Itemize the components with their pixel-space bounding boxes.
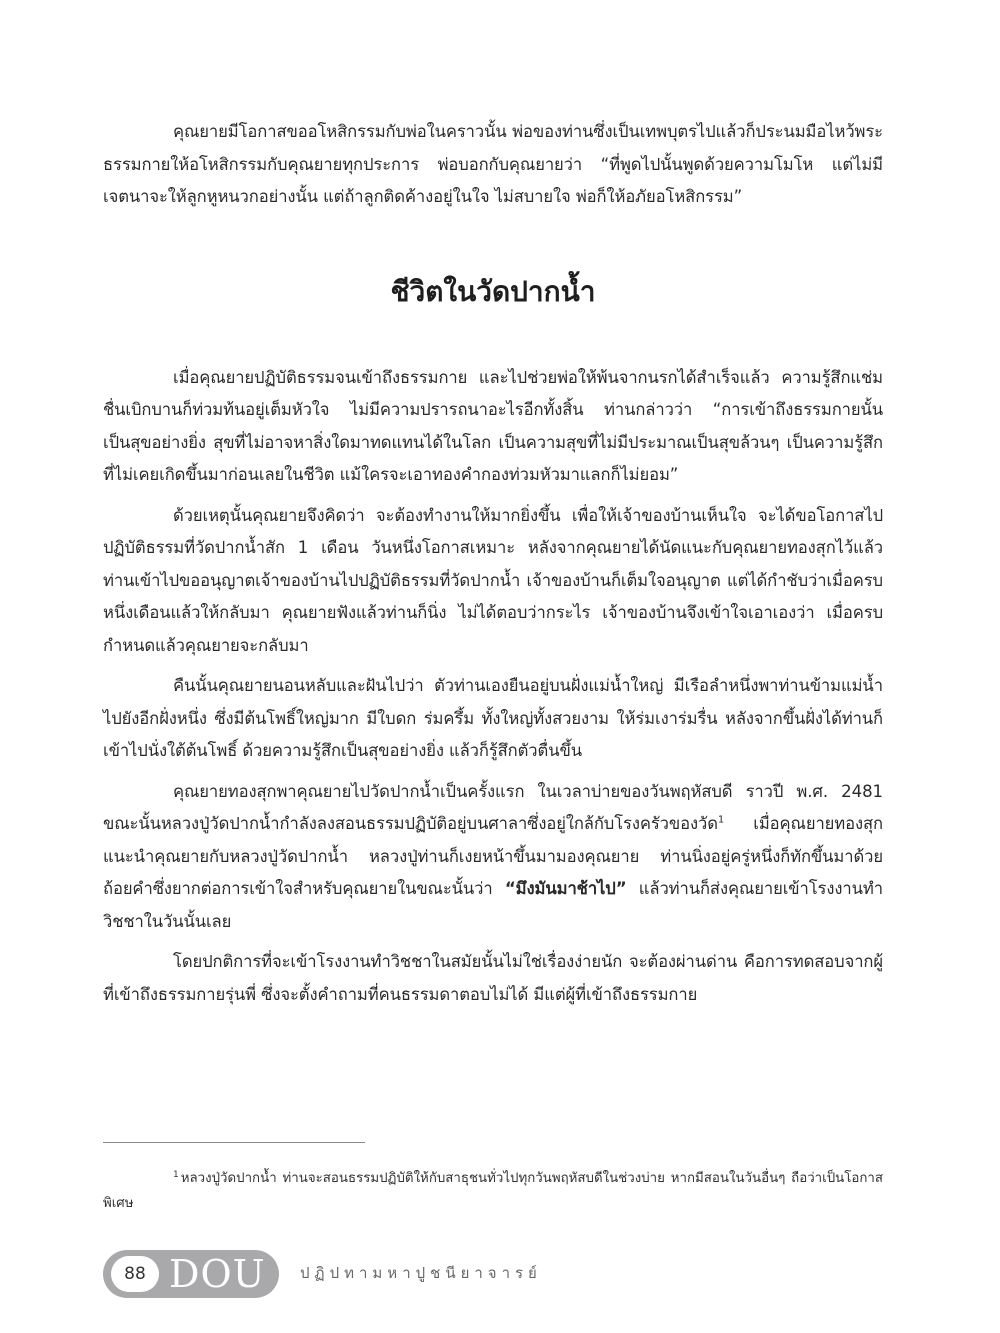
- page-number: 88: [111, 1256, 159, 1292]
- paragraph-text: เมื่อคุณยายทองสุกแนะนำคุณยายกับหลวงปู่วัดปากน้ำ หลวงปู่ท่านก็เงยหน้าขึ้นมามองคุณยาย ท่านนิ่งอยู่ครู่หนึ่งก็ทักขึ้นมาด้วยถ้อยคำซึ่งยากต่อการเข้าใจสำหรับคุณยายในขณะนั้นว่า: [103, 814, 883, 898]
- paragraph: คืนนั้นคุณยายนอนหลับและฝันไปว่า ตัวท่านเองยืนอยู่บนฝั่งแม่น้ำใหญ่ มีเรือลำหนึ่งพาท่านข้ามแม่น้ำไปยังอีกฝั่งหนึ่ง ซึ่งมีต้นโพธิ์ใหญ่มาก มีใบดก ร่มครึ้ม ทั้งใหญ่ทั้งสวยงาม ให้ร่มเงาร่มรื่น หลังจากขึ้นฝั่งได้ท่านก็เข้าไปนั่งใต้ต้นโพธิ์ ด้วยความรู้สึกเป็นสุขอย่างยิ่ง แล้วก็รู้สึกตัวตื่นขึ้น: [103, 676, 883, 760]
- page-body: [103, 116, 883, 1011]
- section-heading: ชีวิตในวัดปากน้ำ: [390, 274, 596, 308]
- brand-logo: DOU: [169, 1252, 266, 1296]
- paragraph-with-footnote: [103, 776, 883, 939]
- footnote: [103, 1166, 883, 1216]
- footnote-text: หลวงปู่วัดปากน้ำ ท่านจะสอนธรรมปฏิบัติให้กับสาธุชนทั่วไปทุกวันพฤหัสบดีในช่วงบ่าย หากมีสอนในวันอื่นๆ ถือว่าเป็นโอกาสพิเศษ: [103, 1171, 883, 1211]
- paragraph-text: คุณยายทองสุกพาคุณยายไปวัดปากน้ำเป็นครั้งแรก ในเวลาบ่ายของวันพฤหัสบดี ราวปี พ.ศ. 2481 ขณะนั้นหลวงปู่วัดปากน้ำกำลังลงสอนธรรมปฏิบัติอยู่บนศาลาซึ่งอยู่ใกล้กับโรงครัวของวัด: [103, 781, 883, 833]
- footer-badge: [103, 1250, 279, 1298]
- paragraph-text: แล้วท่านก็ส่งคุณยายเข้าโรงงานทำวิชชาในวันนั้นเลย: [103, 879, 883, 931]
- book-title: ปฏิปทามหาปูชนียาจารย์: [300, 1264, 542, 1282]
- bold-quote: “มึงมันมาช้าไป”: [504, 879, 627, 898]
- paragraph: โดยปกติการที่จะเข้าโรงงานทำวิชชาในสมัยนั้นไม่ใช่เรื่องง่ายนัก จะต้องผ่านด่าน คือการทดสอบจากผู้ที่เข้าถึงธรรมกายรุ่นพี่ ซึ่งจะตั้งคำถามที่คนธรรมดาตอบไม่ได้ มีแต่ผู้ที่เข้าถึงธรรมกาย: [103, 952, 883, 1004]
- footnote-reference: 1: [717, 814, 725, 826]
- paragraph: ด้วยเหตุนั้นคุณยายจึงคิดว่า จะต้องทำงานให้มากยิ่งขึ้น เพื่อให้เจ้าของบ้านเห็นใจ จะได้ขอโอกาสไปปฏิบัติธรรมที่วัดปากน้ำสัก 1 เดือน วันหนึ่งโอกาสเหมาะ หลังจากคุณยายได้นัดแนะกับคุณยายทองสุกไว้แล้ว ท่านเข้าไปขออนุญาตเจ้าของบ้านไปปฏิบัติธรรมที่วัดปากน้ำ เจ้าของบ้านก็เต็มใจอนุญาต แต่ได้กำชับว่าเมื่อครบหนึ่งเดือนแล้วให้กลับมา คุณยายฟังแล้วท่านก็นิ่ง ไม่ได้ตอบว่ากระไร เจ้าของบ้านจึงเข้าใจเอาเองว่า เมื่อครบกำหนดแล้วคุณยายจะกลับมา: [103, 505, 883, 655]
- footnote-divider: [103, 1142, 365, 1143]
- footnote-number: 1: [173, 1169, 179, 1180]
- paragraph: คุณยายมีโอกาสขออโหสิกรรมกับพ่อในคราวนั้น พ่อของท่านซึ่งเป็นเทพบุตรไปแล้วก็ประนมมือไหว้พระธรรมกายให้อโหสิกรรมกับคุณยายทุกประการ พ่อบอกกับคุณยายว่า “ที่พูดไปนั้นพูดด้วยความโมโห แต่ไม่มีเจตนาจะให้ลูกหูหนวกอย่างนั้น แต่ถ้าลูกติดค้างอยู่ในใจ ไม่สบายใจ พ่อก็ให้อภัยอโหสิกรรม”: [103, 122, 883, 206]
- paragraph: เมื่อคุณยายปฏิบัติธรรมจนเข้าถึงธรรมกาย และไปช่วยพ่อให้พ้นจากนรกได้สำเร็จแล้ว ความรู้สึกแช่มชื่นเบิกบานก็ท่วมท้นอยู่เต็มหัวใจ ไม่มีความปรารถนาอะไรอีกทั้งสิ้น ท่านกล่าวว่า “การเข้าถึงธรรมกายนั้นเป็นสุขอย่างยิ่ง สุขที่ไม่อาจหาสิ่งใดมาทดแทนได้ในโลก เป็นความสุขที่ไม่มีประมาณเป็นสุขล้วนๆ เป็นความรู้สึกที่ไม่เคยเกิดขึ้นมาก่อนเลยในชีวิต แม้ใครจะเอาทองคำกองท่วมหัวมาแลกก็ไม่ยอม”: [103, 367, 883, 484]
